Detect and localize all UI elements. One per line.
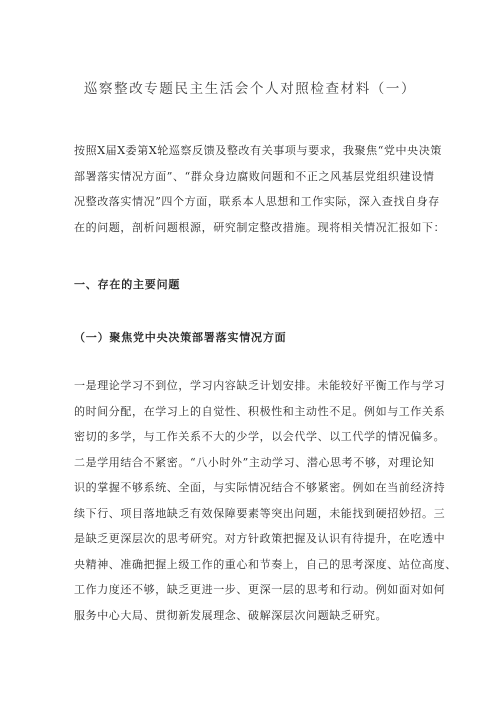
body-line: 一是理论学习不到位，学习内容缺乏计划安排。未能较好平衡工作与学习 (74, 379, 446, 392)
body-paragraph (74, 373, 457, 628)
body-line: 服务中心大局、贯彻新发展理念、破解深层次问题缺乏研究。 (74, 608, 388, 622)
document-title: 巡察整改专题民主生活会个人对照检查材料（一） (83, 81, 417, 97)
body-line: 央精神、准确把握上级工作的重心和节奏上，自己的思考深度、站位高度、 (74, 557, 457, 571)
body-line: 密切的多学，与工作关系不大的少学，以会代学、以工代学的情况偏多。 (74, 430, 446, 443)
body-line: 的时间分配，在学习上的自觉性、积极性和主动性不足。例如与工作关系 (74, 404, 446, 418)
body-line: 续下行、项目落地缺乏有效保障要素等突出问题，未能找到硬招妙招。三 (74, 506, 446, 520)
intro-line: 部署落实情况方面”、“群众身边腐败问题和不正之风基层党组织建设情 (74, 169, 435, 183)
body-line: 是缺乏更深层次的思考研究。对方针政策把握及认识有待提升，在吃透中 (74, 532, 446, 545)
subsection-heading: （一）聚焦党中央决策部署落实情况方面 (74, 331, 287, 344)
body-line: 识的掌握不够系统、全面，与实际情况结合不够紧密。例如在当前经济持 (74, 481, 446, 494)
body-line: 二是学用结合不紧密。“八小时外”主动学习、潜心思考不够，对理论知 (74, 455, 435, 469)
intro-line: 在的问题，剖析问题根源，研究制定整改措施。现将相关情况汇报如下： (74, 220, 446, 234)
section-heading: 一、存在的主要问题 (74, 278, 181, 291)
body-line: 工作力度还不够，缺乏更进一步、更深一层的思考和行动。例如面对如何 (74, 583, 446, 596)
intro-line: 按照X届X委第X轮巡察反馈及整改有关事项与要求，我聚焦“党中央决策 (74, 144, 442, 157)
intro-paragraph (74, 138, 446, 240)
intro-line: 况整改落实情况”四个方面，联系本人思想和工作实际，深入查找自身存 (74, 195, 440, 208)
